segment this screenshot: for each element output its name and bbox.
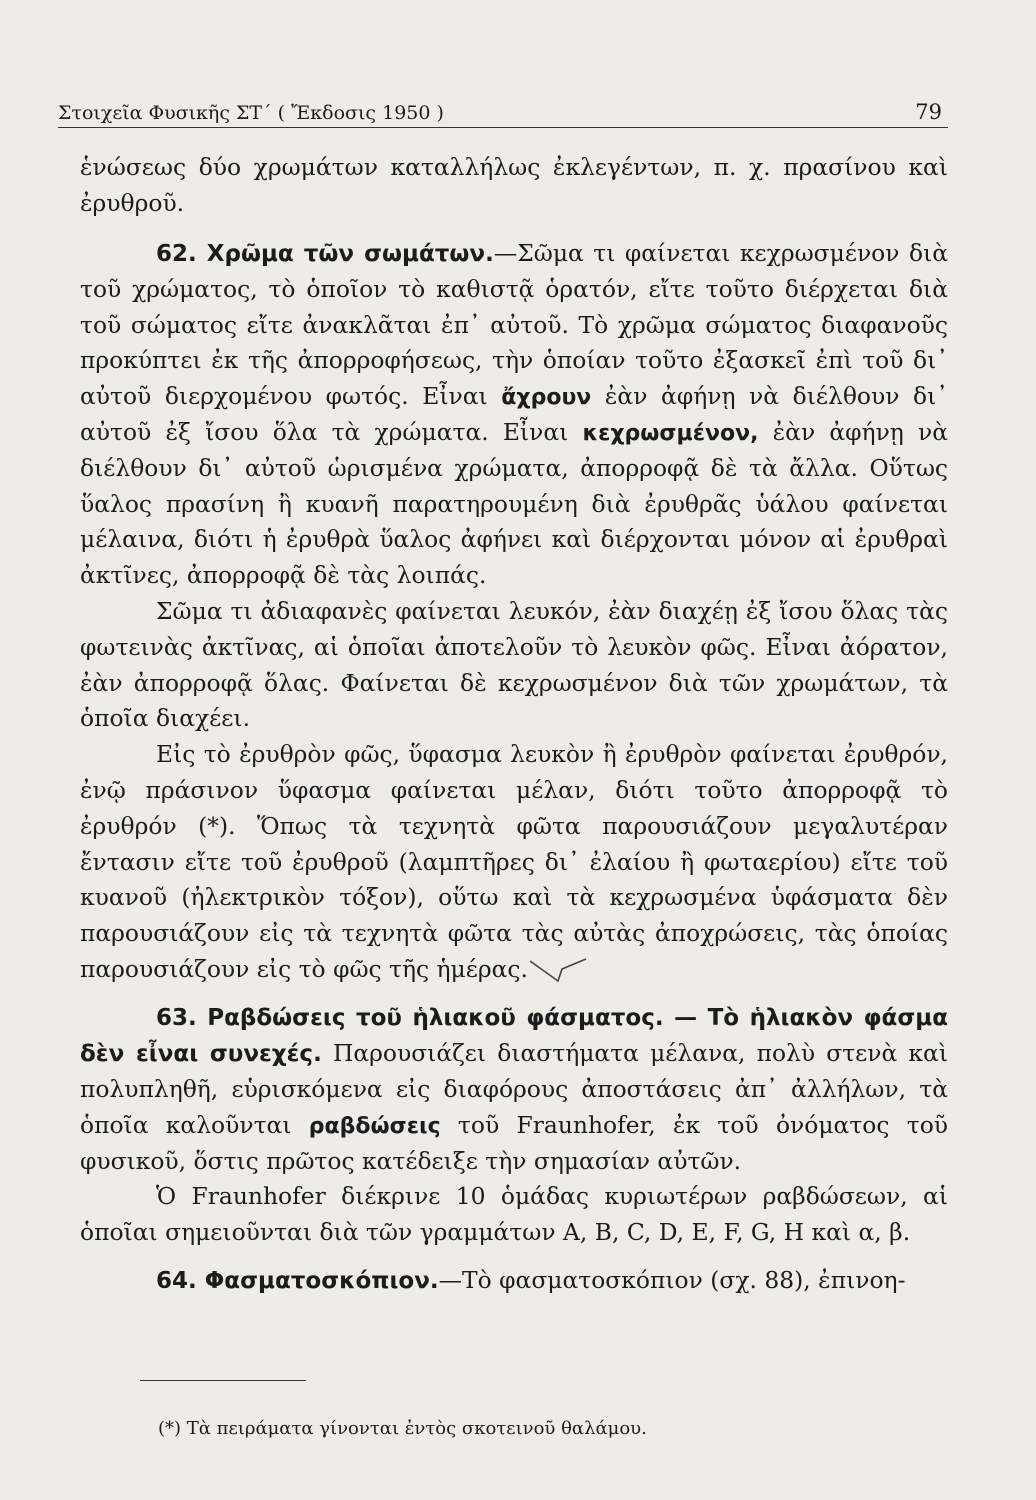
keyword-rabdoseis: ραβδώσεις [308,1113,441,1139]
section-62-paragraph-2: Σῶμα τι ἀδιαφανὲς φαίνεται λευκόν, ἐὰν διαχέῃ ἐξ ἴσου ὅλας τὰς φωτεινὰς ἀκτῖνας, αἱ ὁποῖαι ἀποτελοῦν τὸ λευκὸν φῶς. Εἶναι ἀόρατον, ἐὰν ἀπορροφᾷ ὅλας. Φαίνεται δὲ κεχρωσμένον διὰ τῶν χρωμάτων, τὰ ὁποῖα διαχέει. [80,596,948,733]
running-header [58,98,948,128]
keyword-achroun: ἄχρουν [501,385,592,411]
section-63-heading: 63. Ραβδώσεις τοῦ ἡλιακοῦ φάσματος. — Τὸ ἡλιακὸν φάσμα δὲν εἶναι συνεχές. [80,1004,948,1067]
continued-paragraph: ἑνώσεως δύο χρωμάτων καταλλήλως ἐκλεγέντων, π. χ. πρασίνου καὶ ἐρυθροῦ. [80,153,948,217]
section-63-paragraph-1 [80,1000,948,1180]
keyword-kechrosmenon: κεχρωσμένον, [582,420,759,446]
section-63-text-b: τοῦ Fraunhofer, ἐκ τοῦ ὀνόματος τοῦ φυσικοῦ, ὅστις πρῶτος κατέδειξε τὴν σημασίαν αὐτῶν. [80,1110,948,1175]
section-62-text-b: ἐὰν ἀφήνῃ νὰ διέλθουν δι᾽ αὐτοῦ ἐξ ἴσου ὅλα τὰ χρώματα. Εἶναι [80,382,948,446]
section-64-paragraph [80,1263,948,1299]
section-64-heading: 64. Φασματοσκόπιον. [156,1268,439,1295]
section-62-heading: 62. Χρῶμα τῶν σωμάτων. [156,240,494,267]
header-rule [58,127,948,128]
footnote-rule [140,1380,306,1381]
page-number: 79 [915,100,942,124]
handwritten-check-mark [528,957,588,985]
section-63-text-a: Παρουσιάζει διαστήματα μέλανα, πολὺ στενὰ καὶ πολυπληθῆ, εὑρισκόμενα εἰς διαφόρους ἀποστάσεις ἀπ᾽ ἀλλήλων, τὰ ὁποῖα καλοῦνται [80,1038,948,1139]
section-62-paragraph-1 [80,236,948,594]
section-64-text: —Τὸ φασματοσκόπιον (σχ. 88), ἐπινοη- [438,1266,906,1295]
section-62-text-a: —Σῶμα τι φαίνεται κεχρωσμένον διὰ τοῦ χρώματος, τὸ ὁποῖον τὸ καθιστᾷ ὁρατόν, εἴτε τοῦτο διέρχεται διὰ τοῦ σώματος εἴτε ἀνακλᾶται ἐπ᾽ αὐτοῦ. Τὸ χρῶμα σώματος διαφανοῦς προκύπτει ἐκ τῆς ἀπορροφήσεως, τὴν ὁποίαν τοῦτο ἐξασκεῖ ἐπὶ τοῦ δι᾽ αὐτοῦ διερχομένου φωτός. Εἶναι [80,238,948,411]
section-62-text-3: Εἰς τὸ ἐρυθρὸν φῶς, ὕφασμα λευκὸν ἢ ἐρυθρὸν φαίνεται ἐρυθρόν, ἐνῷ πράσινον ὕφασμα φαίνεται μέλαν, διότι τοῦτο ἀπορροφᾷ τὸ ἐρυθρόν (*). Ὅπως τὰ τεχνητὰ φῶτα παρουσιάζουν μεγαλυτέραν ἔντασιν εἴτε τοῦ ἐρυθροῦ (λαμπτῆρες δι᾽ ἐλαίου ἢ φωταερίου) εἴτε τοῦ κυανοῦ (ἠλεκτρικὸν τόξον), οὕτω καὶ τὰ κεχρωσμένα ὑφάσματα δὲν παρουσιάζουν εἰς τὰ τεχνητὰ φῶτα τὰς αὐτὰς ἀποχρώσεις, τὰς ὁποίας παρουσιάζουν εἰς τὸ φῶς τῆς ἡμέρας. [80,740,948,983]
footnote: (*) Τὰ πειράματα γίνονται ἐντὸς σκοτεινοῦ θαλάμου. [158,1418,647,1439]
page-body [80,150,948,1299]
section-62-text-c: ἐὰν ἀφήνῃ νὰ διέλθουν δι᾽ αὐτοῦ ὡρισμένα χρώματα, ἀπορροφᾷ δὲ τὰ ἄλλα. Οὕτως ὕαλος πρασίνη ἢ κυανῆ παρατηρουμένη διὰ ἐρυθρᾶς ὑάλου φαίνεται μέλαινα, διότι ἡ ἐρυθρὰ ὕαλος ἀφήνει καὶ διέρχονται μόνον αἱ ἐρυθραὶ ἀκτῖνες, ἀπορροφᾷ δὲ τὰς λοιπάς. [80,417,949,590]
section-62-paragraph-3 [80,737,948,988]
running-title: Στοιχεῖα Φυσικῆς ΣΤ΄ ( Ἔκδοσις 1950 ) [58,102,444,124]
section-63-paragraph-2: Ὁ Fraunhofer διέκρινε 10 ὁμάδας κυριωτέρων ραβδώσεων, αἱ ὁποῖαι σημειοῦνται διὰ τῶν γραμμάτων A, B, C, D, E, F, G, H καὶ α, β. [80,1182,948,1247]
